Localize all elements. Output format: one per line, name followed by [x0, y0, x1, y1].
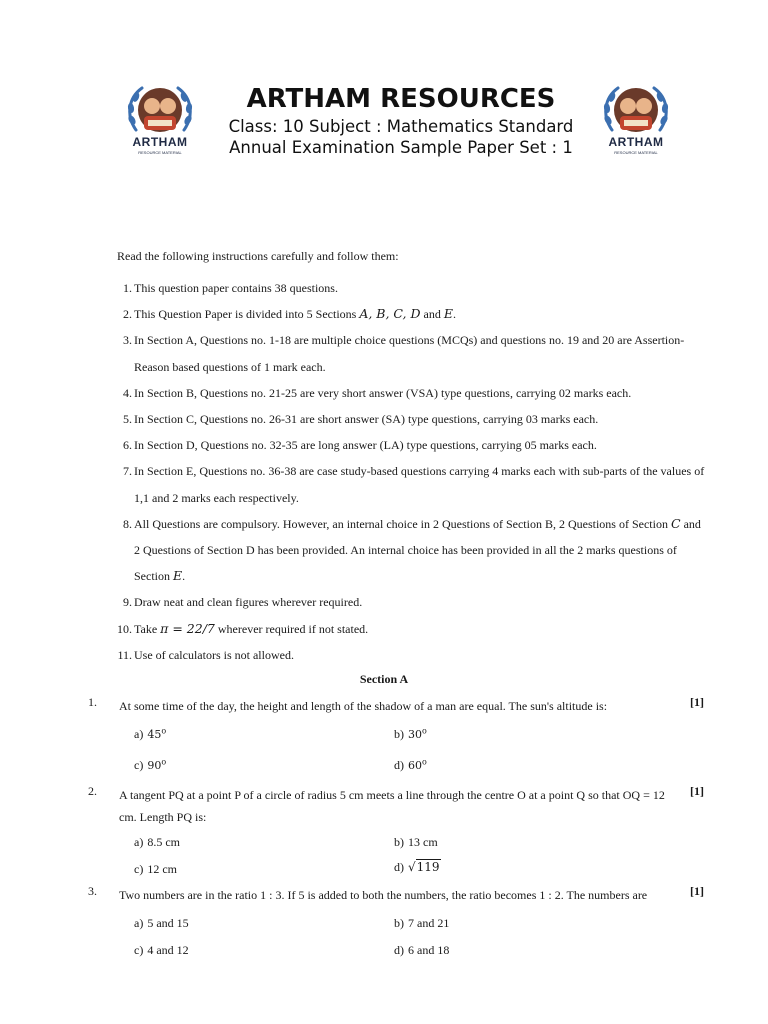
option-b[interactable]	[394, 835, 438, 850]
instruction-item	[0, 327, 768, 379]
radicand: 119	[416, 860, 440, 874]
instruction-number: 11.	[117, 647, 132, 662]
option-letter: b)	[394, 726, 404, 741]
instruction-text-part: This Question Paper is divided into 5 Sections	[134, 307, 360, 322]
instruction-text-part: All Questions are compulsory. However, an internal choice in 2 Questions of Section B, 2 Questions of Section	[134, 516, 671, 531]
option-number: 90	[147, 758, 162, 772]
option-value: 5 and 15	[147, 916, 189, 930]
instruction-number: 5.	[123, 412, 132, 427]
option-letter: b)	[394, 835, 404, 849]
instruction-text	[134, 511, 709, 590]
option-letter: b)	[394, 916, 404, 930]
math-pi-value: π = 22/7	[160, 620, 215, 636]
option-b[interactable]	[394, 726, 427, 742]
option-letter: a)	[134, 726, 144, 741]
instruction-number: 10.	[117, 621, 132, 636]
instruction-item	[0, 275, 768, 301]
instruction-item	[0, 380, 768, 406]
option-number: 60	[408, 758, 422, 772]
option-value: 4 and 12	[147, 943, 189, 957]
question-number: 1.	[88, 695, 97, 709]
option-letter: c)	[134, 943, 144, 957]
instruction-item	[0, 301, 768, 327]
option-d[interactable]	[394, 943, 449, 958]
instruction-text-part: .	[452, 307, 456, 322]
option-value: 6 and 18	[408, 943, 450, 957]
option-c[interactable]	[134, 943, 189, 958]
instruction-item	[0, 458, 768, 510]
question-text: A tangent PQ at a point P of a circle of radius 5 cm meets a line through the centre O at a point Q so that OQ = 12 cm. Length PQ is:	[119, 788, 665, 824]
option-value: 8.5 cm	[147, 835, 180, 849]
option-a[interactable]	[134, 726, 166, 742]
instruction-text-part: Take	[134, 621, 161, 636]
option-letter: d)	[394, 943, 404, 957]
option-value	[147, 728, 166, 741]
option-b[interactable]	[394, 916, 449, 931]
option-value: 12 cm	[147, 862, 177, 876]
radical-sign-icon: √	[408, 860, 416, 874]
option-number: 30	[408, 727, 422, 741]
logo-text: ARTHAM	[132, 135, 188, 149]
question-number: 2.	[88, 784, 97, 798]
degree-mark: o	[161, 726, 167, 735]
question-marks: [1]	[690, 784, 704, 798]
degree-mark: o	[422, 726, 427, 735]
option-letter: c)	[134, 757, 144, 772]
option-c[interactable]	[134, 757, 166, 773]
page-header	[0, 0, 768, 170]
question-number: 3.	[88, 884, 97, 898]
page-title: ARTHAM RESOURCES	[246, 84, 556, 114]
instruction-text	[134, 616, 709, 642]
instruction-number: 2.	[123, 307, 132, 322]
instruction-number: 3.	[123, 333, 132, 348]
section-a-title: Section A	[359, 672, 409, 686]
degree-mark: o	[422, 757, 427, 766]
logo-subtext: RESOURCE MATERIAL	[614, 150, 658, 155]
degree-mark: o	[161, 757, 167, 766]
instruction-text: In Section C, Questions no. 26-31 are short answer (SA) type questions, carrying 03 marks each.	[134, 412, 599, 427]
instruction-item	[0, 406, 768, 432]
option-letter: a)	[134, 835, 144, 849]
subtitle-class-subject: Class: 10 Subject : Mathematics Standard	[228, 117, 574, 136]
instruction-item	[0, 616, 768, 642]
instruction-number: 9.	[123, 595, 132, 610]
option-a[interactable]	[134, 835, 180, 850]
option-letter: c)	[134, 862, 144, 876]
option-value	[147, 759, 166, 772]
instructions-list	[0, 275, 768, 668]
question-text: Two numbers are in the ratio 1 : 3. If 5 is added to both the numbers, the ratio becomes 1 : 2. The numbers are	[119, 888, 648, 902]
instruction-item	[0, 642, 768, 668]
option-number: 45	[147, 727, 162, 741]
math-section-e: E	[173, 568, 183, 584]
header-title-block	[226, 82, 576, 158]
option-d[interactable]	[394, 860, 441, 875]
option-c[interactable]	[134, 862, 177, 877]
option-a[interactable]	[134, 916, 189, 931]
instruction-number: 8.	[123, 516, 132, 531]
option-value	[408, 728, 427, 741]
instruction-item	[0, 432, 768, 458]
question-text: At some time of the day, the height and length of the shadow of a man are equal. The sun's altitude is:	[119, 699, 608, 713]
option-letter: d)	[394, 757, 404, 772]
logo-text: ARTHAM	[608, 135, 664, 149]
instruction-text: In Section D, Questions no. 32-35 are long answer (LA) type questions, carrying 05 marks each.	[134, 438, 597, 453]
logo-subtext: RESOURCE MATERIAL	[138, 150, 182, 155]
question-marks: [1]	[690, 695, 704, 709]
math-section-e: E	[443, 306, 453, 322]
instruction-text-part: and	[420, 307, 444, 322]
instruction-text: This question paper contains 38 questions.	[134, 281, 338, 295]
option-value: 7 and 21	[408, 916, 450, 930]
instruction-number: 6.	[123, 438, 132, 453]
question-marks: [1]	[690, 884, 704, 898]
option-value: 13 cm	[408, 835, 438, 849]
instruction-number: 4.	[123, 385, 132, 400]
option-d[interactable]	[394, 757, 427, 773]
instruction-text-part: wherever required if not stated.	[214, 621, 369, 636]
instruction-number: 1.	[123, 281, 132, 295]
artham-logo	[122, 80, 198, 158]
option-value	[408, 759, 427, 772]
square-root	[408, 859, 441, 874]
instruction-number: 7.	[123, 464, 132, 479]
instruction-item	[0, 511, 768, 590]
instruction-text: In Section B, Questions no. 21-25 are very short answer (VSA) type questions, carrying 02 marks each.	[134, 385, 632, 400]
instruction-text: In Section E, Questions no. 36-38 are case study-based questions carrying 4 marks each with sub-parts of the values of 1,1 and 2 marks each respectively.	[134, 464, 705, 505]
instruction-item	[0, 589, 768, 615]
instruction-text	[134, 301, 709, 327]
subtitle-exam-set: Annual Examination Sample Paper Set : 1	[229, 138, 573, 157]
instruction-text-part: and 2 Questions of Section D has been provided. An internal choice has been provided in all the 2 marks questions of Section	[134, 516, 701, 584]
math-section-c: C	[670, 515, 681, 531]
instruction-text: Draw neat and clean figures wherever required.	[134, 595, 363, 610]
math-sections: A, B, C, D	[359, 306, 421, 322]
option-letter: a)	[134, 916, 144, 930]
instruction-text: In Section A, Questions no. 1-18 are multiple choice questions (MCQs) and questions no. 19 and 20 are Assertion-Reason based questions of 1 mark each.	[134, 333, 685, 374]
option-letter: d)	[394, 860, 404, 874]
instruction-text: Use of calculators is not allowed.	[134, 647, 294, 662]
instructions-intro: Read the following instructions carefully and follow them:	[117, 249, 399, 263]
instruction-text-part: .	[182, 569, 186, 584]
artham-logo-right	[598, 80, 674, 158]
